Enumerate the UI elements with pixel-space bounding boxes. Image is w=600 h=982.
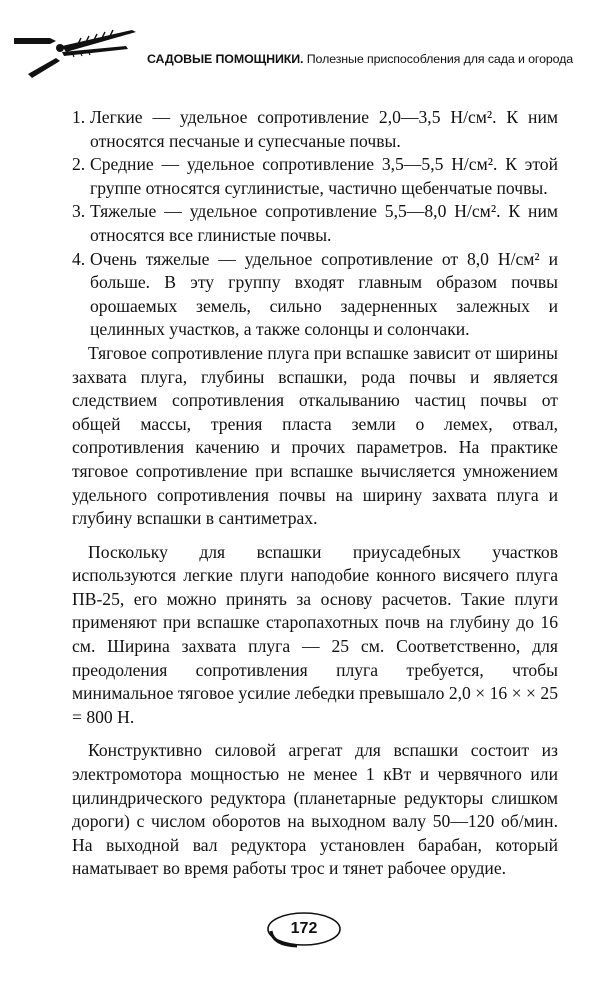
- list-item-number: 1.: [72, 107, 86, 127]
- page-footer: [265, 909, 343, 949]
- page-body: [72, 106, 558, 881]
- list-item-text: Тяжелые — удельное сопротивление 5,5—8,0 Н/см². К ним относятся все глинистые почвы.: [90, 201, 558, 245]
- list-item-number: 3.: [72, 201, 86, 222]
- garden-shears-icon: [8, 24, 140, 84]
- running-head-rest: Полезные приспособления для сада и огорода: [303, 52, 574, 66]
- list-item: [72, 153, 558, 200]
- soil-types-list: [72, 106, 558, 342]
- paragraph-traction-resistance: Тяговое сопротивление плуга при вспашке зависит от ширины захвата плуга, глубины вспашки, рода почвы и является следствием сопротивления откалыванию частиц почвы от общей массы, трения пласта земли о лемех, отвал, сопротивления качению и прочих параметров. На практике тяговое сопротивление при вспашке вычисляется умножением удельного сопротивления почвы на ширину захвата плуга и глубину вспашки в сантиметрах.: [72, 342, 558, 529]
- list-item-text: Средние — удельное сопротивление 3,5—5,5 Н/см². К этой группе относятся суглинистые, частично щебенчатые почвы.: [90, 154, 558, 198]
- list-item-text: Легкие — удельное сопротивление 2,0—3,5 Н/см². К ним относятся песчаные и супесчаные почвы.: [90, 107, 558, 151]
- page-number: 172: [290, 920, 318, 937]
- list-item: [72, 248, 558, 342]
- paragraph-power-unit: Конструктивно силовой агрегат для вспашки состоит из электромотора мощностью не менее 1 кВт и червячного или цилиндрического редуктора (планетарные редукторы слишком дороги) с числом оборотов на выходном валу 50—120 об/мин. На выходной вал редуктора установлен барабан, который наматывает во время работы трос и тянет рабочее орудие.: [72, 740, 558, 879]
- running-head: [147, 52, 577, 66]
- running-head-bold: САДОВЫЕ ПОМОЩНИКИ.: [147, 52, 304, 66]
- paragraph-plough-calculation: Поскольку для вспашки приусадебных участков используются легкие плуги наподобие конного висячего плуга ПВ-25, его можно принять за основу расчетов. Такие плуги применяют при вспашке старопахотных почв на глубину до 16 см. Ширина захвата плуга — 25 см. Соответственно, для преодоления сопротивления плуга требуется, чтобы минимальное тяговое усилие лебедки превышало 2,0 × 16 × × 25 = 800 Н.: [72, 541, 558, 727]
- page-header: [0, 22, 600, 82]
- list-item: [72, 200, 558, 247]
- list-item-text: Очень тяжелые — удельное сопротивление от 8,0 Н/см² и больше. В эту группу входят главным образом почвы орошаемых земель, сильно задерненных залежных и целинных участков, а также солонцы и солончаки.: [90, 248, 558, 340]
- list-item-number: 2.: [72, 154, 86, 175]
- list-item-number: 4.: [72, 248, 86, 269]
- list-item: [72, 106, 558, 153]
